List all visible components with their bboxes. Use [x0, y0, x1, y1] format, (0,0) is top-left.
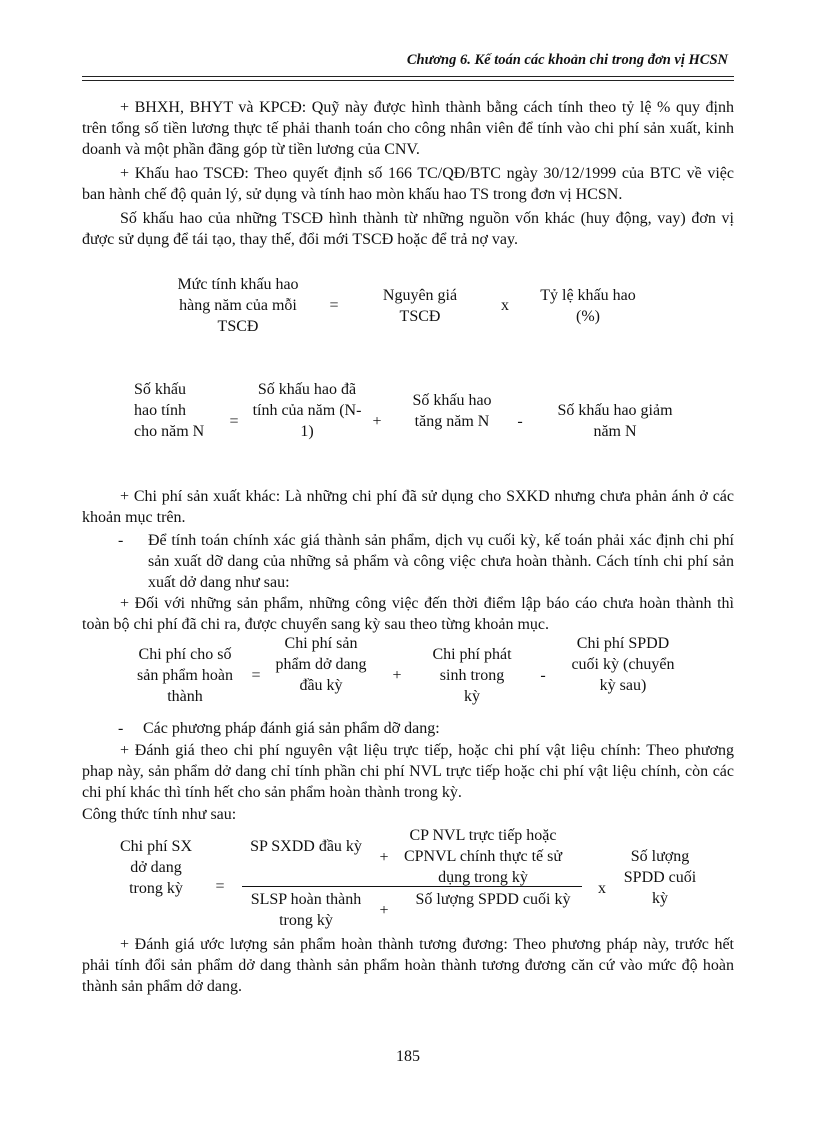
paragraph-cong-thuc: Công thức tính như sau: — [82, 806, 237, 823]
formula3-minus: - — [540, 667, 546, 684]
formula1-equals: = — [329, 297, 339, 314]
formula2-equals: = — [229, 413, 239, 430]
formula1-lhs: Mức tính khấu hao hàng năm của mỗi TSCĐ — [177, 276, 299, 335]
formula3-opening-wip: Chi phí sản phẩm dở dang đầu kỳ — [275, 635, 367, 694]
formula3-lhs: Chi phí cho số sản phẩm hoàn thành — [137, 646, 233, 705]
paragraph-chi-phi-khac: + Chi phí sản xuất khác: Là những chi phí đã sử dụng cho SXKD nhưng chưa phản ánh ở các khoản mục trên. — [82, 488, 734, 526]
list-item-text: Để tính toán chính xác giá thành sản phẩm, dịch vụ cuối kỳ, kế toán phải xác định chi phí sản xuất dỡ dang của những sả phẩm và công việc chưa hoàn thành. Cách tính chi phí sản xuất dở dang như sau: — [148, 532, 734, 591]
dash-marker: - — [118, 532, 124, 549]
list-item-phuong-phap — [118, 718, 734, 739]
header-rule-thin — [82, 80, 734, 81]
formula3-closing-wip: Chi phí SPDD cuối kỳ (chuyển kỳ sau) — [571, 635, 675, 694]
paragraph-danh-gia-nvl: + Đánh giá theo chi phí nguyên vật liệu trực tiếp, hoặc chi phí vật liệu chính: Theo phương phap này, sản phẩm dở dang chỉ tính phần chi phí NVL trực tiếp hoặc chi phí vật liệu chính, còn các chi phí khác thì tính hết cho sản phẩm hoàn thành trong kỳ. — [82, 742, 734, 801]
formula1-times: x — [501, 297, 509, 314]
formula3-incurred: Chi phí phát sinh trong kỳ — [432, 646, 512, 705]
formula3-equals: = — [251, 667, 261, 684]
chapter-header: Chương 6. Kế toán các khoản chi trong đơn vị HCSN — [406, 52, 728, 68]
formula4-num-material: CP NVL trực tiếp hoặc CPNVL chính thực tế sử dụng trong kỳ — [403, 827, 563, 886]
paragraph-so-khau-hao: Số khấu hao của những TSCĐ hình thành từ những nguồn vốn khác (huy động, vay) đơn vị được sử dụng để tái tạo, thay thế, đổi mới TSCĐ hoặc để trả nợ vay. — [82, 210, 734, 248]
list-item-gia-thanh — [118, 530, 734, 593]
paragraph-khau-hao: + Khấu hao TSCĐ: Theo quyết định số 166 TC/QĐ/BTC ngày 30/12/1999 của BTC về việc ban hành chế độ quản lý, sử dụng và tính hao mòn khấu hao TS trong đơn vị HCSN. — [82, 165, 734, 203]
paragraph-uoc-luong: + Đánh giá ước lượng sản phẩm hoàn thành tương đương: Theo phương pháp này, trước hết phải tính đổi sản phẩm dở dang thành sản phẩm hoàn thành tương đương căn cứ vào mức độ hoàn thành sản phẩm dở dang. — [82, 936, 734, 995]
formula4-equals: = — [215, 878, 225, 895]
list-item-text: Các phương pháp đánh giá sản phẩm dỡ dang: — [143, 720, 440, 737]
dash-marker: - — [118, 720, 124, 737]
formula4-den-completed: SLSP hoàn thành trong kỳ — [250, 891, 362, 929]
formula4-den-closing: Số lượng SPDD cuối kỳ — [415, 891, 571, 908]
formula2-lhs: Số khấu hao tính cho năm N — [134, 381, 205, 440]
formula4-times: x — [598, 880, 606, 897]
formula2-decrease: Số khấu hao giảm năm N — [557, 402, 673, 440]
header-rule — [82, 76, 734, 77]
formula2-plus: + — [372, 413, 382, 430]
formula2-previous: Số khấu hao đã tính của năm (N-1) — [252, 381, 362, 440]
formula4-den-plus: + — [379, 902, 389, 919]
formula2-increase: Số khấu hao tăng năm N — [412, 392, 492, 430]
formula1-original-cost: Nguyên giá TSCĐ — [382, 287, 458, 325]
formula1-rate: Tỷ lệ khấu hao (%) — [540, 287, 636, 325]
formula4-rhs: Số lượng SPDD cuối kỳ — [623, 848, 697, 907]
paragraph-doi-voi: + Đối với những sản phẩm, những công việc đến thời điểm lập báo cáo chưa hoàn thành thì toàn bộ chi phí đã chi ra, được chuyển sang kỳ sau theo từng khoản mục. — [82, 595, 734, 633]
page-number: 185 — [396, 1048, 420, 1065]
formula4-lhs: Chi phí SX dở dang trong kỳ — [119, 838, 192, 897]
formula4-num-plus: + — [379, 849, 389, 866]
fraction-bar — [242, 886, 582, 887]
formula2-minus: - — [517, 413, 523, 430]
formula4-num-opening: SP SXDD đầu kỳ — [250, 838, 362, 855]
paragraph-bhxh: + BHXH, BHYT và KPCĐ: Quỹ này được hình thành bằng cách tính theo tỷ lệ % quy định trên tổng số tiền lương thực tế phải thanh toán cho công nhân viên để tính vào chi phí sản xuất, kinh doanh và một phần đãng góp từ tiền lương của CNV. — [82, 99, 734, 158]
formula3-plus: + — [392, 667, 402, 684]
